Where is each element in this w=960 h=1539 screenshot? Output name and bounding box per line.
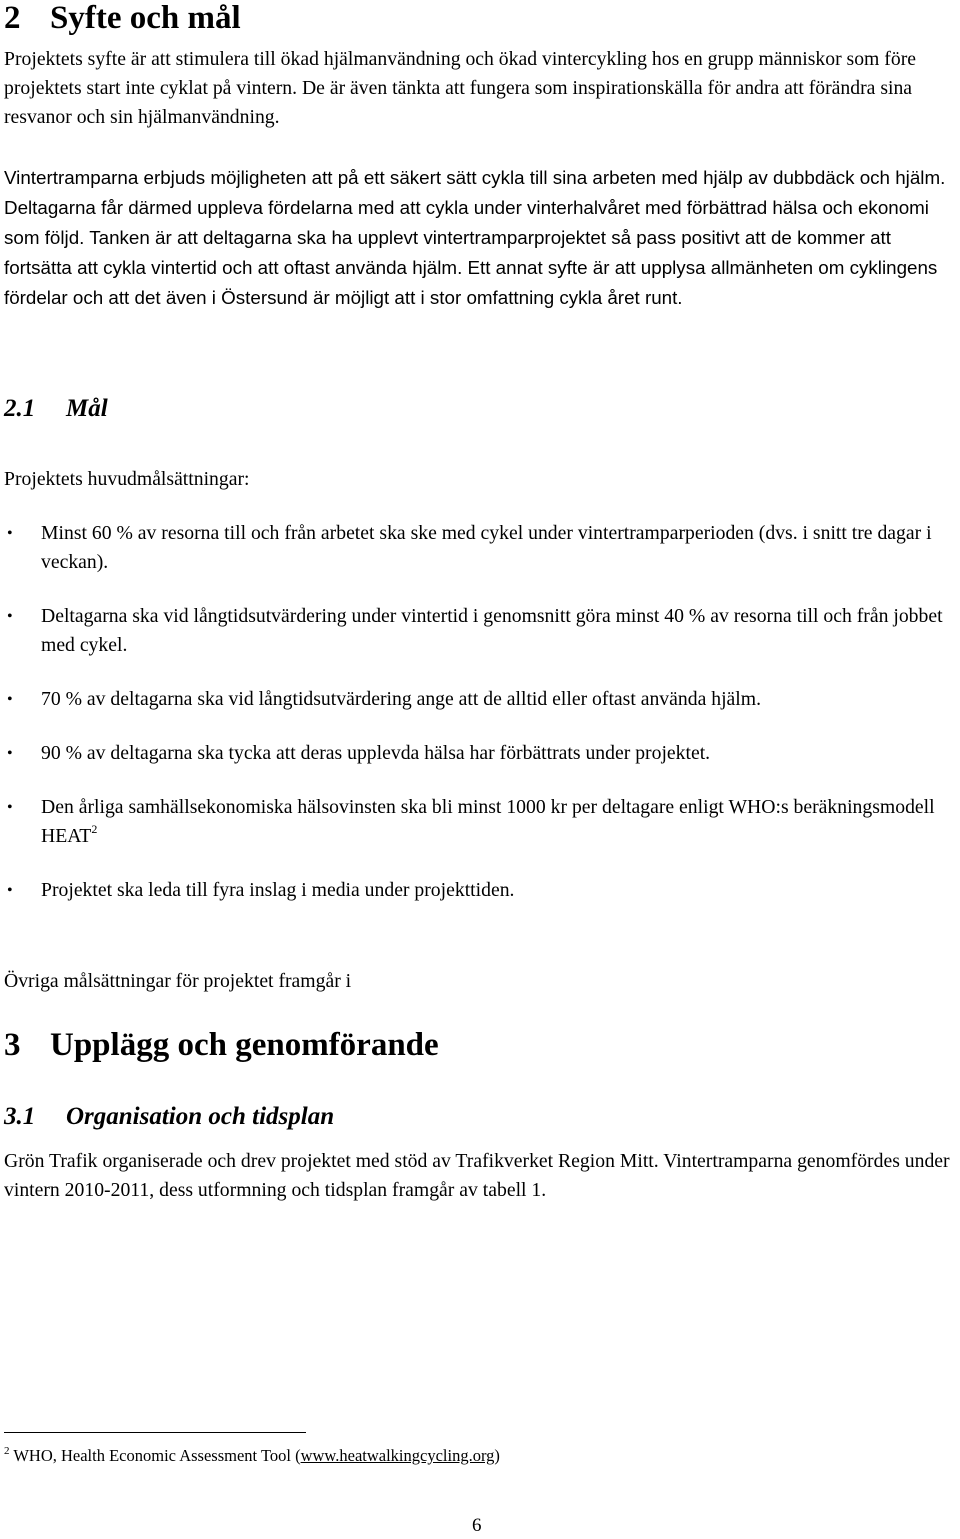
paragraph-syfte-2 xyxy=(4,163,960,313)
subsection-title: Mål xyxy=(66,395,108,422)
bullet-icon: • xyxy=(7,525,13,542)
footnote-link[interactable]: www.heatwalkingcycling.org xyxy=(300,1446,495,1465)
subsection-heading-organisation xyxy=(4,1102,334,1132)
other-goals-text: Övriga målsättningar för projektet framgår i xyxy=(4,970,352,992)
subsection-heading-mal xyxy=(4,394,108,424)
page-number: 6 xyxy=(472,1515,482,1536)
list-item xyxy=(0,602,960,660)
list-item-text: Minst 60 % av resorna till och från arbetet ska ske med cykel under vintertramparperioden (dvs. i snitt tre dagar i veckan). xyxy=(41,522,932,573)
footnote-number: 2 xyxy=(4,1445,10,1457)
list-item xyxy=(0,876,960,905)
list-item-text: Projektet ska leda till fyra inslag i media under projekttiden. xyxy=(41,879,515,901)
bullet-icon: • xyxy=(7,608,13,625)
list-item-text: 90 % av deltagarna ska tycka att deras upplevda hälsa har förbättrats under projektet. xyxy=(41,742,711,764)
list-item xyxy=(0,739,960,768)
footnote xyxy=(4,1445,500,1467)
paragraph-syfte-1: Projektets syfte är att stimulera till ökad hjälmanvändning och ökad vintercykling hos en grupp människor som före projektets start inte cyklat på vintern. De är även tänkta att fungera som inspirationskälla för andra att förändra sina resvanor och sin hjälmanvändning. xyxy=(4,48,916,128)
section-number: 2 xyxy=(4,0,21,36)
list-item-text: Deltagarna ska vid långtidsutvärdering under vintertid i genomsnitt göra minst 40 % av resorna till och från jobbet med cykel. xyxy=(41,605,943,656)
list-item xyxy=(0,519,960,577)
section-title: Syfte och mål xyxy=(50,0,241,36)
list-item xyxy=(0,793,960,851)
subsection-title: Organisation och tidsplan xyxy=(66,1103,335,1130)
bullet-icon: • xyxy=(7,745,13,762)
paragraph-sans-part: Vintertramparna erbjuds möjligheten att på ett säkert sätt cykla till sina arbeten med hjälp av dubbdäck och hjälm. xyxy=(4,167,946,188)
bullet-icon: • xyxy=(7,799,13,816)
footnote-text: WHO, Health Economic Assessment Tool ( xyxy=(13,1446,301,1465)
section-number: 3 xyxy=(4,1027,21,1063)
footnote-divider xyxy=(4,1432,306,1433)
goals-list xyxy=(0,519,960,930)
section-heading-syfte xyxy=(4,0,241,36)
list-item xyxy=(0,685,960,714)
list-item-text: 70 % av deltagarna ska vid långtidsutvärdering ange att de alltid eller oftast använda hjälm. xyxy=(41,688,761,710)
goals-intro: Projektets huvudmålsättningar: xyxy=(4,468,250,490)
paragraph-organisation: Grön Trafik organiserade och drev projektet med stöd av Trafikverket Region Mitt. Vintertramparna genomfördes under vintern 2010-2011, dess utformning och tidsplan framgår av tabell 1. xyxy=(4,1150,950,1201)
subsection-number: 2.1 xyxy=(4,395,36,422)
bullet-icon: • xyxy=(7,691,13,708)
bullet-icon: • xyxy=(7,882,13,899)
section-title: Upplägg och genomförande xyxy=(50,1027,439,1063)
list-item-text: Den årliga samhällsekonomiska hälsovinsten ska bli minst 1000 kr per deltagare enligt WHO:s beräkningsmodell HEAT xyxy=(41,796,935,847)
section-heading-upplagg xyxy=(4,1027,439,1063)
footnote-close: ) xyxy=(494,1446,500,1465)
subsection-number: 3.1 xyxy=(4,1103,36,1130)
footnote-reference[interactable]: 2 xyxy=(91,822,98,836)
paragraph-sans-rest: Deltagarna får därmed uppleva fördelarna med att cykla under vinterhalvåret med förbättrad hälsa och ekonomi som följd. Tanken är att deltagarna ska ha upplevt vintertramparprojektet så pass positivt att de kommer att fortsätta att cykla vintertid och att oftast använda hjälm. Ett annat syfte är att upplysa allmänheten om cyklingens fördelar och att det även i Östersund är möjligt att i stor omfattning cykla året runt. xyxy=(4,197,938,308)
